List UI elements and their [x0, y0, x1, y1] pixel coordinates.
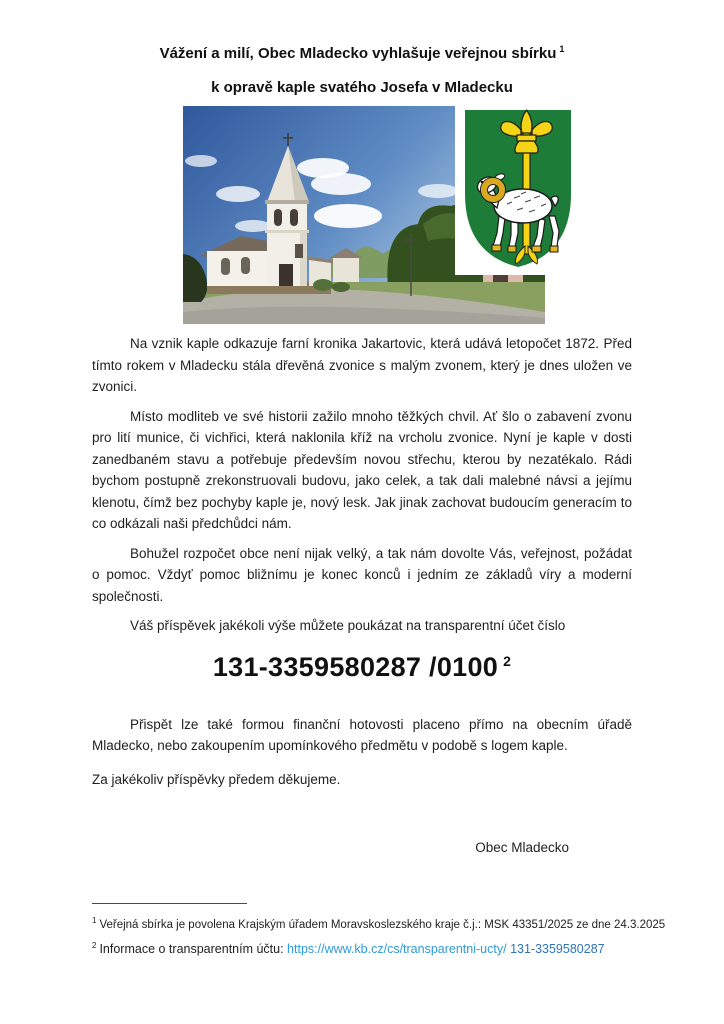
church-photo-figure: [183, 106, 583, 324]
coat-of-arms-panel: [455, 103, 581, 275]
footnote-2-ref: 2: [92, 940, 97, 950]
footnotes-section: [92, 903, 677, 960]
footnote-1-ref: 1: [92, 916, 97, 925]
account-number-text: 131-3359580287 /0100: [212, 651, 499, 682]
paragraph-chapel-history: Na vznik kaple odkazuje farní kronika Jakartovic, která udává letopočet 1872. Před tímto rokem v Mladecku stála dřevěná zvonice s malým zvonem, který je dnes uložen ve zvonici.: [92, 336, 632, 394]
footnote-2-text: Informace o transparentním účtu:: [99, 941, 288, 956]
transparent-account-link[interactable]: https://www.kb.cz/cs/transparentni-ucty/: [287, 941, 507, 956]
footnote-account-number: 131-3359580287: [510, 941, 605, 956]
document-subtitle: k opravě kaple svatého Josefa v Mladecku: [211, 79, 513, 96]
signature-obec-mladecko: Obec Mladecko: [475, 840, 569, 855]
footnote-1-text: Veřejná sbírka je povolena Krajským úřadem Moravskoslezského kraje č.j.: MSK 43351/2025 ze dne 24.3.2025: [99, 918, 666, 931]
mladecko-coat-of-arms: [459, 106, 577, 272]
bank-account-number: [92, 652, 632, 683]
footnote-divider: [92, 903, 247, 904]
paragraph-thanks: Za jakékoliv příspěvky předem děkujeme.: [92, 771, 341, 787]
paragraph-account-intro: Váš příspěvek jakékoli výše můžete poukázat na transparentní účet číslo: [130, 618, 566, 633]
document-title-text: Vážení a milí, Obec Mladecko vyhlašuje veřejnou sbírku: [159, 45, 557, 62]
paragraph-cash-option: Přispět lze také formou finanční hotovosti placeno přímo na obecním úřadě Mladecko, nebo zakoupením upomínkového předmětu v podobě s logem kaple.: [92, 716, 632, 753]
paragraph-chapel-condition: Místo modliteb ve své historii zažilo mnoho těžkých chvil. Ať šlo o zabavení zvonu pro lití munice, či vichřici, která naklonila kříž na vrcholu zvonice. Nyní je kaple v dosti zanedbaném stavu a potřebuje především novou střechu, kterou by nezatékalo. Rádi bychom postupně zrekonstruovali budovu, jako celek, a tak dali malebné návsi a jejímu klenotu, čímž bez pochyby kaple je, nový lesk. Jak jinak zachovat budoucím generacím to co odkázali naši předchůdci nám.: [92, 408, 632, 531]
footnote-1: [92, 911, 677, 935]
title-footnote-ref: 1: [559, 44, 565, 54]
account-footnote-ref: 2: [503, 652, 512, 669]
paragraph-appeal: Bohužel rozpočet obce není nijak velký, a tak nám dovolte Vás, veřejnost, požádat o pomoc. Vždyť pomoc bližnímu je konec konců i jedním ze základů víry a moderní společnosti.: [92, 545, 632, 604]
document-title: [92, 44, 632, 62]
footnote-2: [92, 935, 677, 960]
